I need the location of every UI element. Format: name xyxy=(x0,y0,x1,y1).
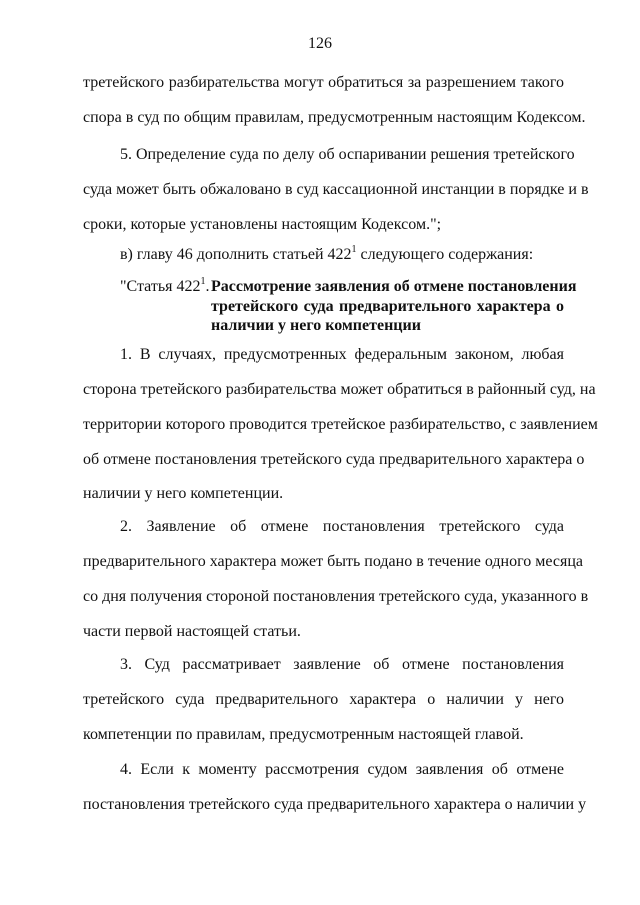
text-line: со дня получения стороной постановления третейского суда, указанного в xyxy=(83,588,589,605)
text-line: постановления третейского суда предварительного характера о наличии у xyxy=(83,796,587,813)
article-label xyxy=(120,277,210,297)
superscript: 1 xyxy=(351,244,357,255)
text-line: суда может быть обжаловано в суд кассационной инстанции в порядке и в xyxy=(83,181,589,198)
text-line: об отмене постановления третейского суда предварительного характера о xyxy=(83,451,585,468)
text-line: части первой настоящей статьи. xyxy=(83,623,301,640)
text-line: 3. Суд рассматривает заявление об отмене постановления xyxy=(120,656,564,673)
article-title-line: третейского суда предварительного характера о xyxy=(211,298,564,315)
text-line: спора в суд по общим правилам, предусмотренным настоящим Кодексом. xyxy=(83,109,586,126)
text-line: предварительного характера может быть подано в течение одного месяца xyxy=(83,553,583,570)
article-title-line: Рассмотрение заявления об отмене постановления xyxy=(211,278,577,295)
amendment-text: в) главу 46 дополнить статьей 422 xyxy=(120,246,352,263)
amendment-text: следующего содержания: xyxy=(356,246,534,263)
text-line: компетенции по правилам, предусмотренным настоящей главой. xyxy=(83,726,524,743)
text-line: третейского суда предварительного характера о наличии у него xyxy=(83,691,564,708)
text-line: сроки, которые установлены настоящим Кодексом."; xyxy=(83,216,442,233)
text-line: 5. Определение суда по делу об оспаривании решения третейского xyxy=(120,146,575,163)
article-title-line: наличии у него компетенции xyxy=(211,317,421,334)
amendment-line xyxy=(120,245,601,265)
superscript: 1 xyxy=(200,276,206,287)
text-line: 2. Заявление об отмене постановления третейского суда xyxy=(120,518,564,535)
text-line: 1. В случаях, предусмотренных федеральным законом, любая xyxy=(120,346,564,363)
article-label-text: "Статья 422 xyxy=(120,278,201,295)
text-line: 4. Если к моменту рассмотрения судом заявления об отмене xyxy=(120,761,564,778)
article-label-dot: . xyxy=(205,278,210,295)
text-line: сторона третейского разбирательства может обратиться в районный суд, на xyxy=(83,381,596,398)
text-line: наличии у него компетенции. xyxy=(83,485,284,502)
page-number: 126 xyxy=(308,35,332,52)
text-line: третейского разбирательства могут обратиться за разрешением такого xyxy=(83,74,564,91)
text-line: территории которого проводится третейское разбирательство, с заявлением xyxy=(83,416,598,433)
